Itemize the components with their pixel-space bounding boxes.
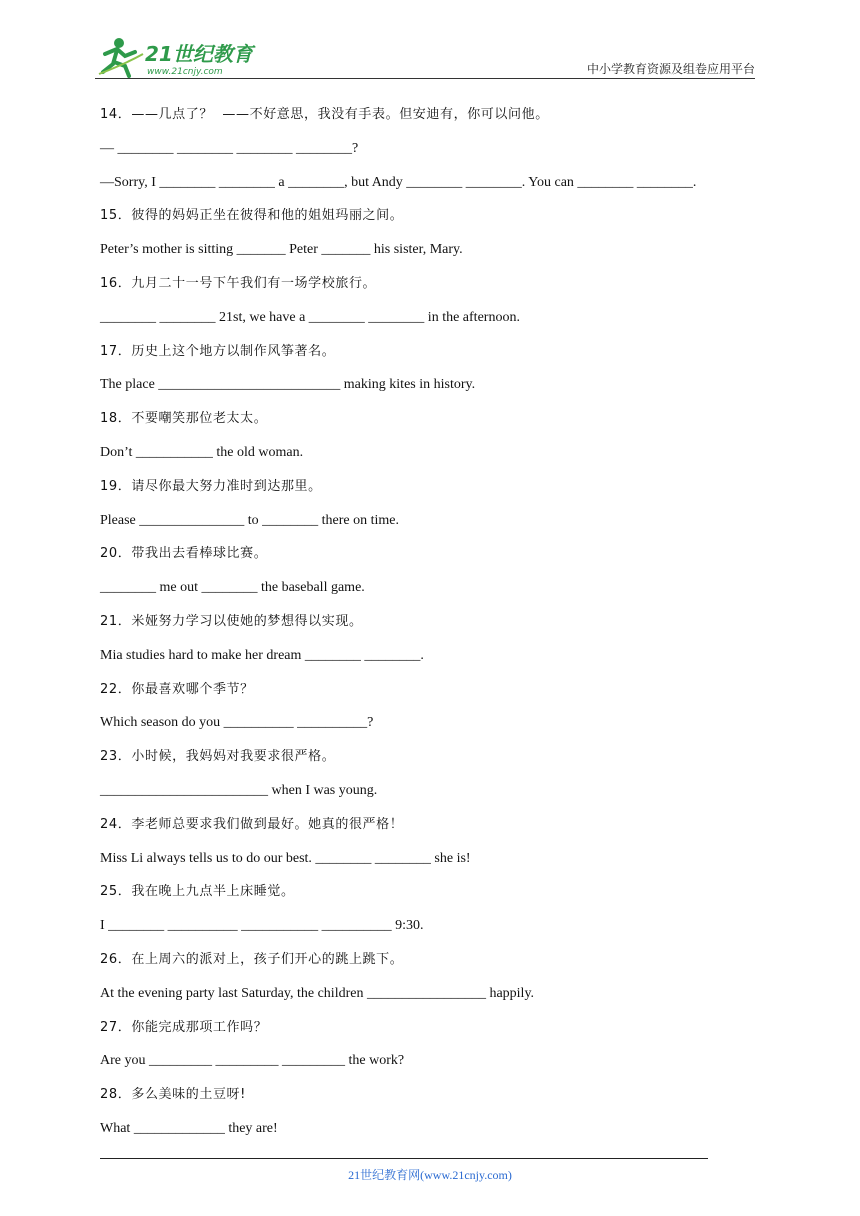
logo-21cnjy	[95, 34, 265, 78]
running-figure-icon	[99, 38, 143, 76]
answer-line: What _____________ they are!	[100, 1120, 278, 1136]
question-prompt: 16．九月二十一号下午我们有一场学校旅行。	[100, 275, 377, 291]
answer-line: Miss Li always tells us to do our best. ________ ________ she is!	[100, 850, 471, 866]
answer-line: Which season do you __________ __________?	[100, 715, 374, 731]
question-prompt: 27．你能完成那项工作吗？	[100, 1019, 268, 1035]
question-prompt: 18．不要嘲笑那位老太太。	[100, 411, 268, 427]
question-prompt: 26．在上周六的派对上，孩子们开心的跳上跳下。	[100, 951, 404, 967]
answer-line: Are you _________ _________ _________ the work?	[100, 1053, 405, 1069]
question-prompt: 17．历史上这个地方以制作风筝著名。	[100, 343, 336, 359]
question-list	[100, 104, 760, 1152]
question-prompt: 22．你最喜欢哪个季节？	[100, 681, 254, 697]
answer-line: Please _______________ to ________ there on time.	[100, 512, 400, 528]
answer-line: ________ me out ________ the baseball game.	[100, 580, 365, 596]
question-prompt: 15．彼得的妈妈正坐在彼得和他的姐姐玛丽之间。	[100, 208, 404, 224]
question-prompt: 14．——几点了？ ——不好意思，我没有手表。但安迪有，你可以问他。	[100, 107, 549, 122]
question-prompt: 20．带我出去看棒球比赛。	[100, 546, 268, 562]
header-divider	[95, 78, 755, 79]
question-prompt: 25．我在晚上九点半上床睡觉。	[100, 884, 295, 900]
answer-line: —Sorry, I ________ ________ a ________, but Andy ________ ________. You can ________ ________.	[100, 174, 697, 190]
platform-name: 中小学教育资源及组卷应用平台	[586, 62, 755, 76]
page-header	[95, 30, 755, 80]
question-prompt: 19．请尽你最大努力准时到达那里。	[100, 478, 322, 494]
answer-line: The place __________________________ making kites in history.	[100, 377, 476, 393]
answer-line: At the evening party last Saturday, the children _________________ happily.	[100, 985, 535, 1001]
footer-text: 21世纪教育网(www.21cnjy.com)	[348, 1168, 512, 1182]
question-prompt: 21．米娅努力学习以使她的梦想得以实现。	[100, 613, 363, 629]
answer-line: I ________ __________ ___________ __________ 9:30.	[100, 918, 424, 934]
logo-text: 21世纪教育	[145, 42, 253, 66]
question-prompt: 28．多么美味的土豆呀!	[100, 1087, 246, 1103]
answer-line: Don’t ___________ the old woman.	[100, 444, 304, 460]
question-prompt: 23．小时候，我妈妈对我要求很严格。	[100, 749, 336, 765]
answer-line: Mia studies hard to make her dream ________ ________.	[100, 647, 424, 663]
answer-line: ________ ________ 21st, we have a ________ ________ in the afternoon.	[100, 309, 520, 325]
footer-divider	[100, 1158, 708, 1159]
question-prompt: 24．李老师总要求我们做到最好。她真的很严格！	[100, 816, 404, 832]
answer-line: ________________________ when I was young.	[100, 782, 378, 798]
answer-line: — ________ ________ ________ ________?	[100, 140, 359, 156]
answer-line: Peter’s mother is sitting _______ Peter _______ his sister, Mary.	[100, 242, 463, 258]
logo-url: www.21cnjy.com	[147, 67, 223, 77]
